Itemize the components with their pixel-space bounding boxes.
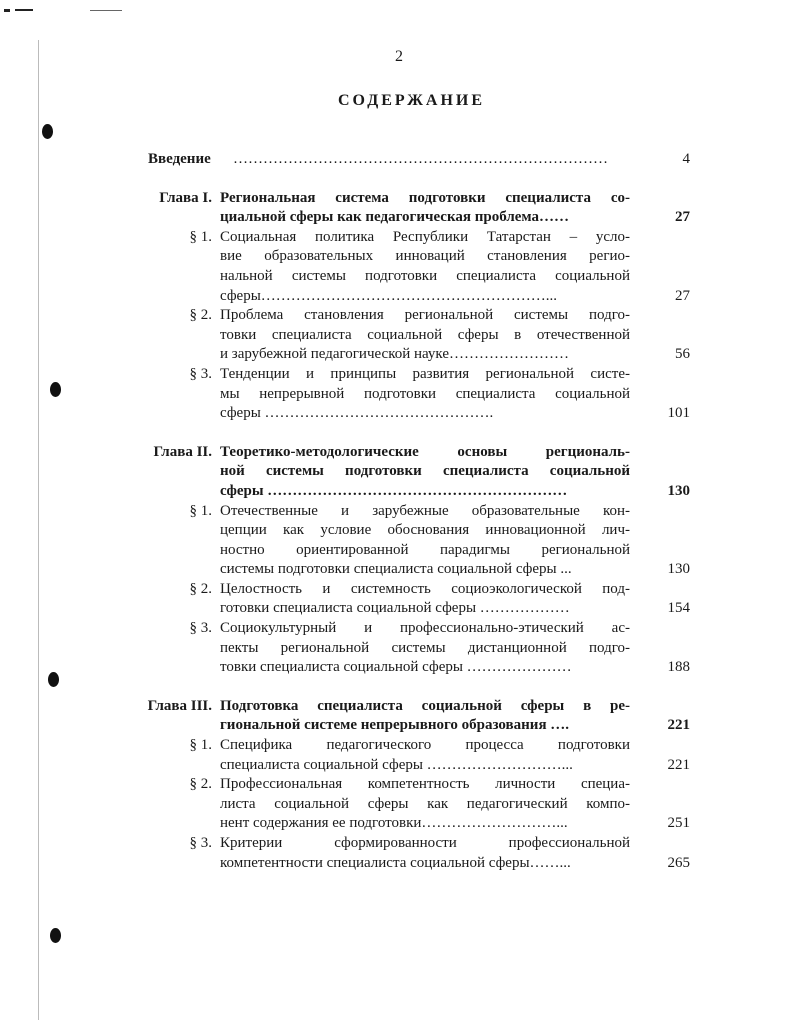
binder-hole [50, 382, 61, 397]
spacer [130, 424, 690, 443]
entry-label: § 1. [189, 228, 212, 245]
entry-title-line: товки специалиста социальной сферы ………………… [220, 659, 572, 676]
toc-entry-section[interactable] [130, 736, 690, 775]
page-title: СОДЕРЖАНИЕ [337, 92, 486, 109]
entry-label: § 3. [189, 835, 212, 851]
entry-title-line: Специфика педагогического процесса подготовки [220, 737, 630, 754]
toc-entry-section[interactable] [130, 580, 690, 619]
scan-edge-line [38, 40, 39, 1020]
entry-label: § 1. [189, 737, 212, 754]
entry-page: 27 [675, 287, 690, 304]
scan-mark [90, 10, 122, 11]
entry-title-line: Региональная система подготовки специалиста со- [220, 189, 630, 206]
toc-entry-section[interactable] [130, 365, 690, 424]
binder-hole [50, 928, 61, 943]
entry-title-line: специалиста социальной сферы ………………………... [220, 756, 573, 773]
entry-title-line: товки специалиста социальной сферы в отечественной [220, 326, 630, 343]
entry-page: 130 [667, 561, 690, 578]
entry-title-line: пекты региональной системы дистанционной подго- [220, 639, 630, 656]
toc-entry-chapter-3[interactable] [130, 697, 690, 736]
entry-label: § 2. [189, 580, 212, 597]
entry-title-line: компетентности специалиста социальной сферы……... [220, 854, 571, 871]
entry-title-line: Тенденции и принципы развития региональной систе- [220, 365, 630, 382]
entry-title-line: ностно ориентированной парадигмы региональной [220, 541, 630, 558]
entry-title-line: сферы ………………………………………. [220, 405, 494, 422]
toc-entry-chapter-2[interactable] [130, 443, 690, 502]
entry-title [220, 189, 630, 228]
entry-title-line: циальной сферы как педагогическая проблема…… [220, 209, 570, 226]
entry-label: Глава II. [153, 443, 212, 460]
entry-title-line: Проблема становления региональной системы подго- [220, 307, 630, 324]
entry-page: 221 [667, 756, 690, 773]
toc-entry-section[interactable] [130, 228, 690, 306]
toc-entry-section[interactable] [130, 619, 690, 678]
toc-entry-section[interactable] [130, 775, 690, 834]
entry-title-line: ной системы подготовки специалиста социальной [220, 463, 630, 480]
entry-title-line: Целостность и системность социоэкологической под- [220, 580, 630, 597]
entry-title [220, 502, 630, 580]
entry-label: § 2. [189, 307, 212, 324]
entry-title-line: Социальная политика Республики Татарстан – усло- [220, 228, 630, 245]
spacer [130, 170, 690, 189]
entry-title-line: готовки специалиста социальной сферы ……………… [220, 600, 570, 617]
entry-title-line: сферы…………………………………………………... [220, 287, 558, 304]
entry-title-line: мы непрерывной подготовки специалиста социальной [220, 385, 630, 402]
entry-title-line: Профессиональная компетентность личности специа- [220, 776, 630, 793]
entry-title-line: цепции как условие обоснования инновационной лич- [220, 522, 630, 539]
toc-entry-section[interactable] [130, 502, 690, 580]
binder-hole [48, 672, 59, 687]
entry-label: § 1. [189, 502, 212, 519]
entry-leader-dots: ………………………………………………………………… [233, 151, 608, 167]
entry-title [220, 365, 630, 424]
entry-title [220, 228, 630, 306]
entry-page: 265 [667, 854, 690, 871]
entry-page: 251 [667, 815, 690, 832]
entry-page: 130 [667, 482, 690, 499]
entry-title-line: Подготовка специалиста социальной сферы в ре- [220, 697, 630, 714]
toc-entry-section[interactable] [130, 306, 690, 365]
entry-title-line: нент содержания ее подготовки………………………... [220, 815, 568, 832]
entry-label: Глава I. [159, 189, 212, 206]
entry-title-line: Отечественные и зарубежные образовательные кон- [220, 502, 630, 519]
entry-title-line: Социокультурный и профессионально-этический ас- [220, 620, 630, 637]
entry-page: 188 [667, 659, 690, 676]
entry-title [220, 580, 630, 619]
entry-label: § 2. [189, 776, 212, 793]
entry-label: § 3. [189, 365, 212, 382]
entry-page: 27 [675, 209, 690, 226]
page-number: 2 [395, 48, 403, 65]
entry-page: 101 [667, 405, 690, 422]
entry-title-line: листа социальной сферы как педагогический компо- [220, 795, 630, 812]
spacer [130, 678, 690, 697]
entry-title [220, 775, 630, 834]
entry-title [220, 306, 630, 365]
entry-title-line: вие образовательных инноваций становления регио- [220, 248, 630, 265]
entry-label: § 3. [189, 620, 212, 637]
entry-page: 154 [667, 600, 690, 617]
entry-title [220, 619, 630, 678]
entry-title [220, 834, 630, 873]
entry-title [220, 697, 630, 736]
entry-title-line: Критерии сформированности профессиональной [220, 835, 630, 851]
entry-page: 221 [667, 717, 690, 734]
entry-title-line: и зарубежной педагогической науке…………………… [220, 346, 569, 363]
scan-mark [15, 9, 33, 11]
toc-entry-intro[interactable] [130, 150, 690, 170]
entry-title-line: нальной системы подготовки специалиста социальной [220, 267, 630, 284]
toc-entry-section[interactable] [130, 834, 690, 873]
entry-title-line: системы подготовки специалиста социальной сферы ... [220, 561, 572, 578]
scan-mark [4, 9, 10, 12]
table-of-contents [130, 150, 690, 873]
binder-hole [42, 124, 53, 139]
toc-entry-chapter-1[interactable] [130, 189, 690, 228]
entry-title [220, 443, 630, 502]
entry-title-line: гиональной системе непрерывного образования …. [220, 717, 570, 734]
entry-label: Введение [148, 151, 211, 167]
entry-title-line: Теоретико-методологические основы регциональ- [220, 443, 630, 460]
entry-page: 56 [675, 346, 690, 363]
entry-label: Глава III. [147, 697, 212, 714]
entry-page: 4 [682, 151, 690, 167]
entry-title-line: сферы …………………………………………………… [220, 482, 568, 499]
entry-title [220, 736, 630, 775]
